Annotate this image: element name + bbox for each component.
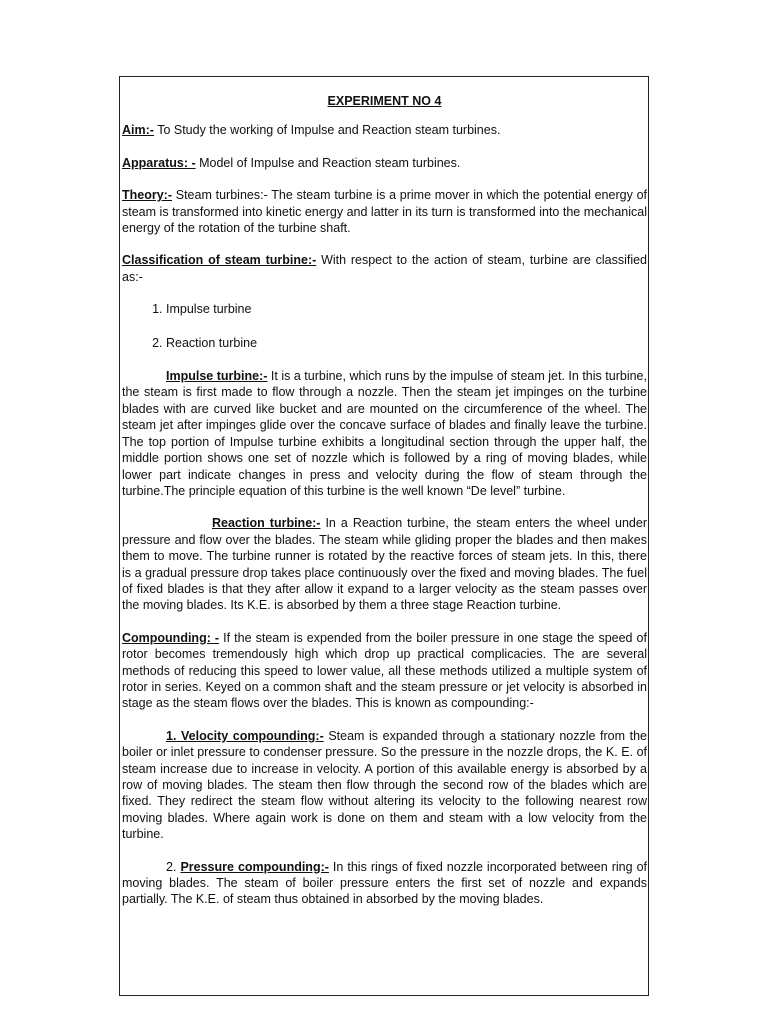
pressure-compounding-number: 2. bbox=[166, 859, 181, 874]
velocity-compounding-label: 1. Velocity compounding:- bbox=[166, 728, 324, 743]
classification-paragraph bbox=[122, 252, 647, 285]
theory-paragraph bbox=[122, 187, 647, 236]
apparatus-text: Model of Impulse and Reaction steam turbines. bbox=[195, 155, 461, 170]
reaction-label: Reaction turbine:- bbox=[212, 516, 321, 531]
apparatus-label: Apparatus: - bbox=[122, 155, 196, 170]
classification-text: With respect to the action of steam, turbine are classified as:- bbox=[122, 253, 648, 284]
list-item: 1. Impulse turbine bbox=[166, 301, 647, 317]
impulse-paragraph bbox=[122, 368, 647, 499]
pressure-compounding-text: In this rings of fixed nozzle incorporated between ring of moving blades. The steam of boiler pressure enters the first set of nozzle and expands partially. The K.E. of steam thus obtained in absorbed by the moving blades. bbox=[122, 859, 647, 907]
velocity-compounding-paragraph bbox=[122, 728, 647, 843]
reaction-paragraph bbox=[122, 515, 647, 613]
aim-label: Aim:- bbox=[122, 123, 154, 138]
impulse-text: It is a turbine, which runs by the impulse of steam jet. In this turbine, the steam is first made to flow through a nozzle. Then the steam jet impinges on the turbine blades with are curved like bucket and are mounted on the circumference of the wheel. The steam jet after impinges glide over the concave surface of blades and finally leave the turbine. The top portion of Impulse turbine exhibits a longitudinal section through the upper half, the middle portion shows one set of nozzle which is followed by a ring of moving blades, while lower part indicate changes in press and velocity during the flow of steam through the turbine.The principle equation of this turbine is the well known “De level” turbine. bbox=[122, 369, 647, 498]
compounding-label: Compounding: - bbox=[122, 630, 220, 645]
velocity-compounding-text: Steam is expanded through a stationary nozzle from the boiler or inlet pressure to condenser pressure. So the pressure in the nozzle drops, the K. E. of steam increase due to increase in velocity. A portion of this available energy is absorbed by a row of moving blades. The steam then flow through the second row of the blades which are fixed. They redirect the steam flow without altering its velocity to the following nearest row moving blades. Where again work is done on them and steam with a low velocity from the turbine. bbox=[122, 728, 647, 842]
experiment-title: EXPERIMENT NO 4 bbox=[327, 94, 442, 108]
compounding-text: If the steam is expended from the boiler pressure in one stage the speed of rotor becomes tremendously high which drop up practical complicacies. The are several methods of reducing this speed to lower value, all these methods utilized a multiple system of rotor in series. Keyed on a common shaft and the steam pressure or jet velocity is absorbed in stage as the steam flows over the blades. This is known as compounding:- bbox=[122, 630, 647, 711]
impulse-label: Impulse turbine:- bbox=[166, 369, 268, 384]
theory-label: Theory:- bbox=[122, 188, 172, 203]
theory-text: Steam turbines:- The steam turbine is a prime mover in which the potential energy of steam is transformed into kinetic energy and latter in its turn is transformed into the mechanical energy of the rotation of the turbine shaft. bbox=[122, 188, 647, 236]
compounding-paragraph bbox=[122, 630, 647, 712]
aim-paragraph bbox=[122, 122, 647, 138]
reaction-text: In a Reaction turbine, the steam enters the wheel under pressure and flow over the blades. The steam while gliding proper the blades and then makes them to move. The turbine runner is rotated by the reactive forces of steam jets. In this, there is a gradual pressure drop takes place continuously over the fixed and moving blades. The fuel of fixed blades is that they after allow it expand to a larger velocity as the steam passes over the moving blades. Its K.E. is absorbed by them a three stage Reaction turbine. bbox=[122, 516, 647, 613]
pressure-compounding-paragraph bbox=[122, 859, 647, 908]
aim-text: To Study the working of Impulse and Reaction steam turbines. bbox=[153, 123, 501, 138]
list-item: 2. Reaction turbine bbox=[166, 335, 647, 351]
document-body bbox=[120, 77, 648, 908]
classification-label: Classification of steam turbine:- bbox=[122, 253, 317, 268]
apparatus-paragraph bbox=[122, 155, 647, 171]
pressure-compounding-label: Pressure compounding:- bbox=[180, 859, 329, 874]
turbine-type-list bbox=[122, 301, 647, 351]
document-page bbox=[119, 76, 649, 996]
